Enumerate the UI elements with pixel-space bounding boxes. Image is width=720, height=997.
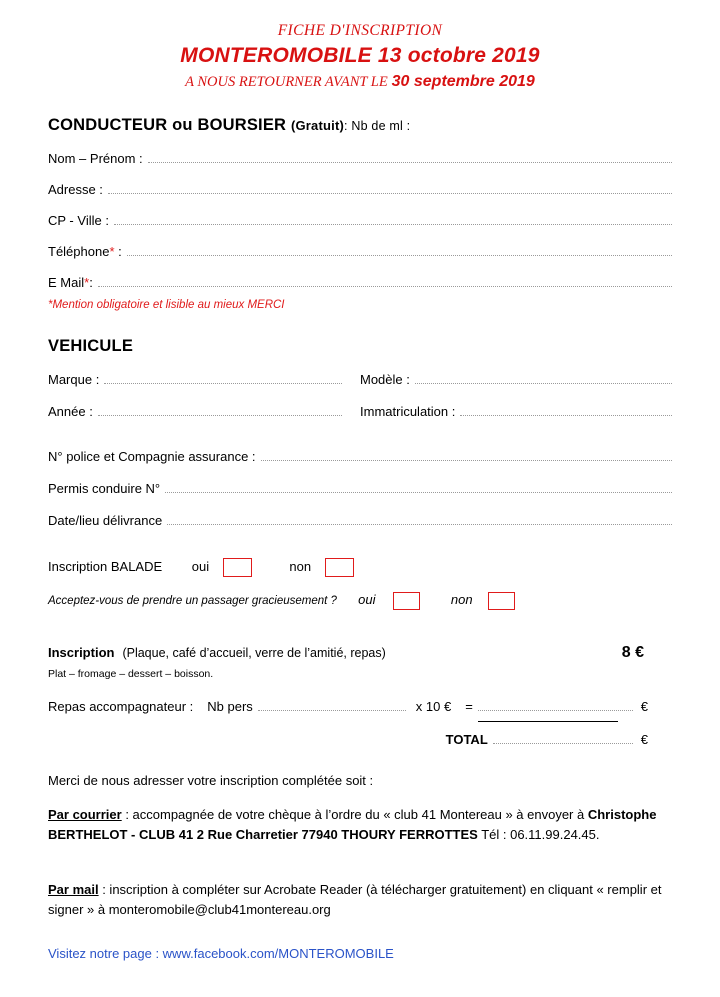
input-immatriculation[interactable] — [460, 404, 672, 416]
footer-mail-text2: Tél : 06.11.99.24.45. — [477, 826, 600, 842]
label-meal-equals: = — [465, 699, 473, 714]
label-email-colon: : — [89, 275, 93, 290]
driver-section-nb-label: : Nb de ml : — [344, 119, 411, 133]
field-row-nom — [48, 151, 672, 166]
footer-mail-text1: : accompagnée de votre chèque à l’ordre du « club 41 Montereau » à envoyer à — [121, 807, 588, 822]
label-immatriculation: Immatriculation : — [360, 404, 456, 419]
header-deadline-prefix: A NOUS RETOURNER AVANT LE — [185, 74, 388, 90]
input-meal-nb[interactable] — [258, 699, 406, 711]
label-permis: Permis conduire N° — [48, 481, 161, 496]
footer-facebook-row — [48, 946, 672, 961]
label-telephone-colon: : — [114, 244, 122, 259]
passenger-row — [48, 592, 672, 610]
input-date-lieu[interactable] — [167, 513, 672, 525]
input-telephone[interactable] — [127, 244, 672, 256]
label-annee: Année : — [48, 404, 93, 419]
input-assurance[interactable] — [261, 449, 672, 461]
label-telephone — [48, 244, 122, 259]
label-email — [48, 275, 93, 290]
footer-facebook-prefix: Visitez notre page : — [48, 946, 163, 962]
footer-mail-address: Christophe BERTHELOT - CLUB 41 2 Rue Charretier 77940 THOURY FERROTTES — [48, 807, 657, 842]
input-permis[interactable] — [165, 481, 672, 493]
vehicle-section-title: VEHICULE — [48, 337, 134, 355]
header-deadline — [0, 73, 720, 91]
footer-intro: Merci de nous adresser votre inscription complétée soit : — [48, 773, 374, 788]
label-passenger-non: non — [450, 592, 473, 608]
label-passenger-oui: oui — [358, 592, 376, 608]
checkbox-passenger-non[interactable] — [488, 592, 515, 610]
footer-facebook-link[interactable]: www.facebook.com/MONTEROMOBILE — [162, 946, 394, 962]
field-row-marque-modele — [48, 372, 672, 387]
label-nom: Nom – Prénom : — [48, 151, 143, 166]
value-inscription-price: 8 € — [621, 644, 644, 661]
label-email-text: E Mail — [48, 275, 85, 290]
footer-email-text: : inscription à compléter sur Acrobate Reader (à télécharger gratuitement) en cliquant « remplir et signer » à monteromobile@club41montereau.org — [48, 882, 662, 918]
menu-detail: Plat – fromage – dessert – boisson. — [48, 668, 214, 680]
label-assurance: N° police et Compagnie assurance : — [48, 449, 256, 464]
field-row-annee-immat — [48, 404, 672, 419]
input-nom[interactable] — [148, 151, 672, 163]
header-deadline-date: 30 septembre 2019 — [391, 73, 535, 90]
field-row-date-lieu — [48, 513, 672, 528]
input-email[interactable] — [98, 275, 672, 287]
label-total: TOTAL — [445, 732, 488, 747]
footer-email-label: Par mail — [48, 882, 99, 897]
checkbox-balade-non[interactable] — [325, 558, 354, 577]
inscription-price-row — [48, 644, 672, 662]
meal-row — [48, 699, 672, 714]
footer-email-block — [48, 880, 672, 920]
label-balade-oui: oui — [191, 558, 210, 574]
label-modele: Modèle : — [360, 372, 410, 387]
total-row — [48, 732, 672, 747]
required-star-email: * — [84, 275, 90, 290]
label-meal: Repas accompagnateur : — [48, 699, 194, 714]
checkbox-balade-oui[interactable] — [223, 558, 252, 577]
total-underline — [478, 720, 618, 722]
input-meal-total[interactable] — [478, 699, 633, 711]
field-row-email — [48, 275, 672, 290]
field-row-cp-ville — [48, 213, 672, 228]
label-marque: Marque : — [48, 372, 100, 387]
driver-section-title — [48, 116, 672, 135]
header-subtitle: FICHE D'INSCRIPTION — [277, 22, 443, 39]
field-row-permis — [48, 481, 672, 496]
field-row-assurance — [48, 449, 672, 464]
label-inscription-detail: (Plaque, café d’accueil, verre de l’amitié, repas) — [122, 646, 386, 660]
field-row-adresse — [48, 182, 672, 197]
label-adresse: Adresse : — [48, 182, 103, 197]
required-note: *Mention obligatoire et lisible au mieux MERCI — [48, 299, 285, 311]
total-underline-wrap — [48, 720, 672, 722]
label-meal-nb: Nb pers — [207, 699, 253, 714]
form-header — [0, 22, 720, 91]
driver-section-title-text: CONDUCTEUR ou BOURSIER — [48, 116, 287, 134]
footer-mail-label: Par courrier — [48, 807, 122, 822]
label-balade: Inscription BALADE — [48, 558, 163, 574]
label-inscription: Inscription — [48, 645, 115, 660]
required-star-telephone: * — [109, 244, 115, 259]
label-date-lieu: Date/lieu délivrance — [48, 513, 163, 528]
label-total-euro: € — [640, 732, 648, 747]
label-passenger-question: Acceptez-vous de prendre un passager gracieusement ? — [48, 595, 337, 608]
label-balade-non: non — [289, 558, 312, 574]
driver-section-free-label: (Gratuit) — [290, 118, 345, 133]
field-row-telephone — [48, 244, 672, 259]
footer-mail-block — [48, 805, 672, 844]
label-meal-euro: € — [640, 699, 648, 714]
input-total[interactable] — [493, 732, 633, 744]
header-title: MONTEROMOBILE 13 octobre 2019 — [180, 44, 540, 67]
label-meal-rate: x 10 € — [415, 699, 452, 714]
input-cp-ville[interactable] — [114, 213, 672, 225]
label-telephone-text: Téléphone — [48, 244, 110, 259]
input-marque[interactable] — [104, 372, 342, 384]
label-cp-ville: CP - Ville : — [48, 213, 109, 228]
input-adresse[interactable] — [108, 182, 672, 194]
input-modele[interactable] — [415, 372, 672, 384]
input-annee[interactable] — [98, 404, 342, 416]
balade-row — [48, 558, 672, 577]
checkbox-passenger-oui[interactable] — [393, 592, 420, 610]
